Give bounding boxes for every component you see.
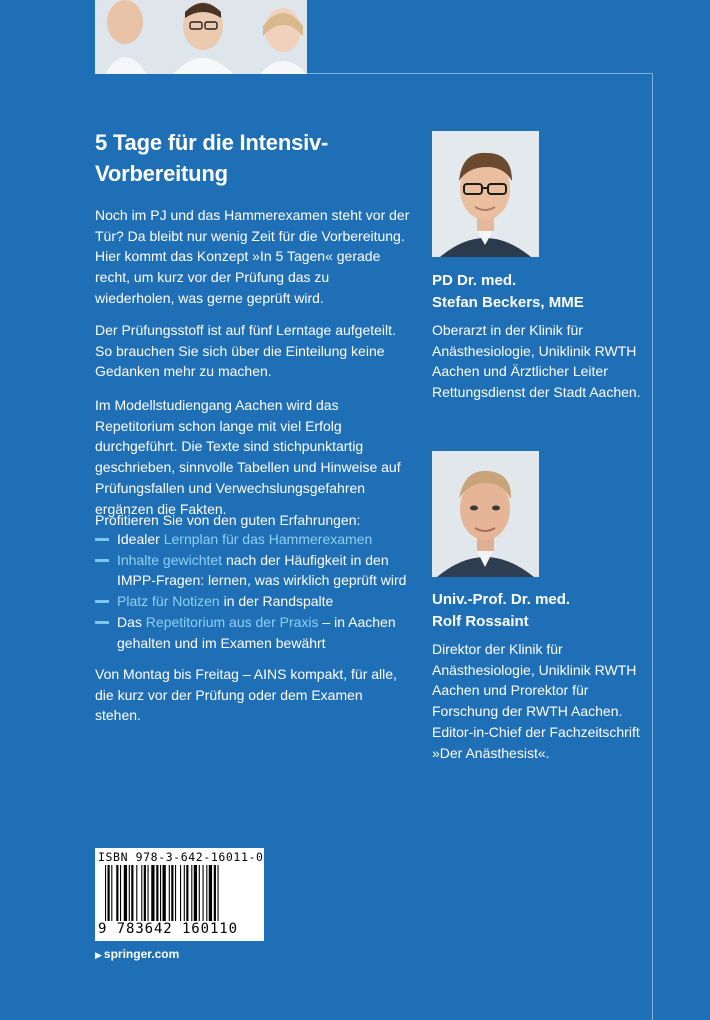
- book-title: 5 Tage für die Intensiv-Vorbereitung: [95, 130, 329, 186]
- barcode-bar: [156, 865, 158, 921]
- list-item-text: Idealer: [117, 531, 164, 547]
- barcode-bar: [171, 865, 173, 921]
- barcode-bar: [141, 865, 142, 921]
- barcode-bar: [194, 865, 197, 921]
- author-name-beckers: [432, 270, 662, 314]
- author-name-line: Stefan Beckers, MME: [432, 294, 584, 311]
- list-item: [95, 550, 415, 591]
- barcode-bar: [108, 865, 110, 921]
- dash-bullet-icon: [95, 600, 109, 603]
- list-item-highlight: Repetitorium aus der Praxis: [145, 613, 319, 630]
- benefits-list: [95, 529, 415, 653]
- barcode-bar: [214, 865, 216, 921]
- benefits-intro: Profitieren Sie von den guten Erfahrungen:: [95, 512, 361, 528]
- barcode-bar: [120, 865, 121, 921]
- dash-bullet-icon: [95, 559, 109, 562]
- method-paragraph: Im Modellstudiengang Aachen wird das Repetitorium schon lange mit viel Erfolg durchgeführt. Die Texte sind stichpunktartig geschrieben, sinnvolle Tabellen und Hinweise auf Prüfungsfallen und Verwechslungsgefahren ergänzen die Fakten.: [95, 397, 401, 517]
- barcode-bar: [186, 865, 188, 921]
- barcode-bar: [180, 865, 181, 921]
- barcode-bar: [184, 865, 185, 921]
- barcode-bar: [131, 865, 133, 921]
- barcode-bar: [160, 865, 161, 921]
- list-item-highlight: Platz für Notizen: [117, 593, 220, 610]
- cover-photo-doctors: [95, 0, 307, 74]
- barcode-bar: [105, 865, 106, 921]
- barcode-bar: [129, 865, 130, 921]
- list-item: [95, 591, 415, 612]
- barcode-bar: [136, 865, 137, 921]
- barcode-bar: [144, 865, 146, 921]
- barcode-bar: [169, 865, 170, 921]
- publisher-link[interactable]: [95, 947, 179, 961]
- closing-paragraph: Von Montag bis Freitag – AINS kompakt, für alle, die kurz vor der Prüfung oder dem Examen stehen.: [95, 666, 397, 724]
- author-portrait-beckers: [432, 131, 539, 257]
- list-item: [95, 612, 415, 653]
- isbn-barcode: [95, 848, 264, 941]
- barcode-bars: [105, 865, 255, 921]
- list-item-highlight: Lernplan für das Hammerexamen: [163, 531, 373, 547]
- list-item-text: – in Aachen gehalten und im Examen bewährt: [117, 613, 396, 651]
- structure-paragraph: Der Prüfungsstoff ist auf fünf Lerntage aufgeteilt. So brauchen Sie sich über die Einteilung keine Gedanken mehr zu machen.: [95, 322, 396, 380]
- barcode-bar: [151, 865, 154, 921]
- publisher-text: springer.com: [103, 947, 180, 961]
- author-bio-beckers: Oberarzt in der Klinik für Anästhesiologie, Uniklinik RWTH Aachen und Ärztlicher Leiter Rettungsdienst der Stadt Aachen.: [432, 322, 641, 401]
- author-name-line: Rolf Rossaint: [432, 613, 529, 630]
- arrow-right-icon: ▶: [95, 950, 102, 960]
- frame-line-horizontal: [307, 73, 653, 74]
- intro-paragraph: Noch im PJ und das Hammerexamen steht vor der Tür? Da bleibt nur wenig Zeit für die Vorbereitung. Hier kommt das Konzept »In 5 Tagen« gerade recht, um kurz vor der Prüfung das zu wiederholen, was gerne geprüft wird.: [95, 207, 410, 306]
- list-item: [95, 529, 415, 550]
- list-item-text: in der Randspalte: [219, 593, 334, 610]
- frame-line-vertical: [652, 73, 653, 1020]
- author-title-line: PD Dr. med.: [432, 272, 517, 289]
- author-name-rossaint: [432, 589, 662, 633]
- dash-bullet-icon: [95, 538, 109, 541]
- ean-number: 9 783642 160110: [98, 921, 238, 937]
- list-item-text: nach der Häufigkeit in den IMPP-Fragen: lernen, was wirklich geprüft wird: [117, 551, 407, 589]
- isbn-text: ISBN 978-3-642-16011-0: [98, 850, 264, 864]
- barcode-bar: [203, 865, 204, 921]
- barcode-bar: [206, 865, 207, 921]
- author-portrait-rossaint: [432, 451, 539, 577]
- list-item-highlight: Inhalte gewichtet: [117, 551, 223, 568]
- dash-bullet-icon: [95, 621, 109, 624]
- barcode-bar: [209, 865, 212, 921]
- author-title-line: Univ.-Prof. Dr. med.: [432, 591, 571, 608]
- barcode-bar: [199, 865, 200, 921]
- list-item-text: Das: [117, 613, 146, 630]
- barcode-bar: [218, 865, 219, 921]
- barcode-bar: [124, 865, 127, 921]
- barcode-bar: [116, 865, 118, 921]
- barcode-bar: [163, 865, 166, 921]
- barcode-bar: [111, 865, 112, 921]
- barcode-bar: [175, 865, 176, 921]
- barcode-bar: [148, 865, 149, 921]
- author-bio-rossaint: Direktor der Klinik für Anästhesiologie, Uniklinik RWTH Aachen und Prorektor für Forschung der RWTH Aachen. Editor-in-Chief der Fachzeitschrift »Der Anästhesist«.: [432, 641, 640, 761]
- barcode-bar: [191, 865, 192, 921]
